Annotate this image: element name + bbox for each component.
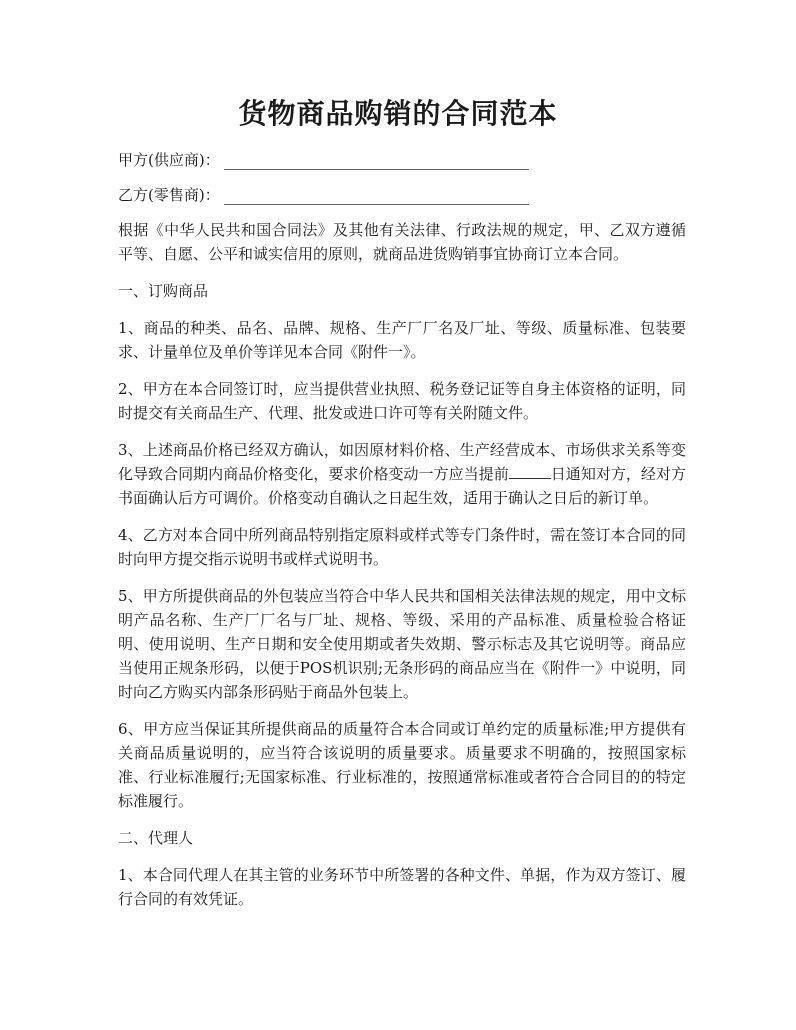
notice-days-blank [509,464,551,479]
clause-1-4: 4、乙方对本合同中所列商品特别指定原料或样式等专门条件时，需在签订本合同的同时向甲方提交指示说明书或样式说明书。 [118,526,686,568]
party-b-blank-line [224,188,529,205]
clause-1-3-before: 3、上述商品价格已经双方确认，如因原材料价格、生产经营成本、市场供求关系等变化导致合同期内商品价格变化，要求价格变动一方应当提前 [118,441,686,483]
clause-1-5: 5、甲方所提供商品的外包装应当符合中华人民共和国相关法律法规的规定，用中文标明产品名称、生产厂厂名与厂址、规格、等级、采用的产品标准、质量检验合格证明、使用说明、生产日期和安全使用期或者失效期、警示标志及其它说明等。商品应当使用正规条形码，以便于POS机识别;无条形码的商品应当在《附件一》中说明，同时向乙方购买内部条形码贴于商品外包装上。 [118,587,686,701]
section-2-heading: 二、代理人 [118,829,194,847]
clause-1-1: 1、商品的种类、品名、品牌、规格、生产厂厂名及厂址、等级、质量标准、包装要求、计量单位及单价等详见本合同《附件一》。 [118,319,686,361]
document-title: 货物商品购销的合同范本 [238,97,558,130]
section-1-heading: 一、订购商品 [118,282,209,300]
party-b-row [118,183,529,207]
clause-1-3-after: 日通知对方，经对方书面确认后方可调价。价格变动自确认之日起生效，适用于确认之日后的新订单。 [118,465,686,507]
party-a-row [118,148,529,172]
party-a-blank-line [224,153,529,170]
clause-1-6: 6、甲方应当保证其所提供商品的质量符合本合同或订单约定的质量标准;甲方提供有关商品质量说明的，应当符合该说明的质量要求。质量要求不明确的，按照国家标准、行业标准履行;无国家标准、行业标准的，按照通常标准或者符合合同目的的特定标准履行。 [118,720,686,810]
contract-body [118,218,686,924]
clause-1-2: 2、甲方在本合同签订时，应当提供营业执照、税务登记证等自身主体资格的证明，同时提交有关商品生产、代理、批发或进口许可等有关附随文件。 [118,380,686,422]
intro-paragraph: 根据《中华人民共和国合同法》及其他有关法律、行政法规的规定，甲、乙双方遵循平等、自愿、公平和诚实信用的原则，就商品进货购销事宜协商订立本合同。 [118,221,686,263]
clause-2-1: 1、本合同代理人在其主管的业务环节中所签署的各种文件、单据，作为双方签订、履行合同的有效凭证。 [118,866,686,908]
party-a-label: 甲方(供应商)： [118,151,220,169]
party-b-label: 乙方(零售商)： [118,186,220,204]
clause-1-3 [118,438,686,510]
